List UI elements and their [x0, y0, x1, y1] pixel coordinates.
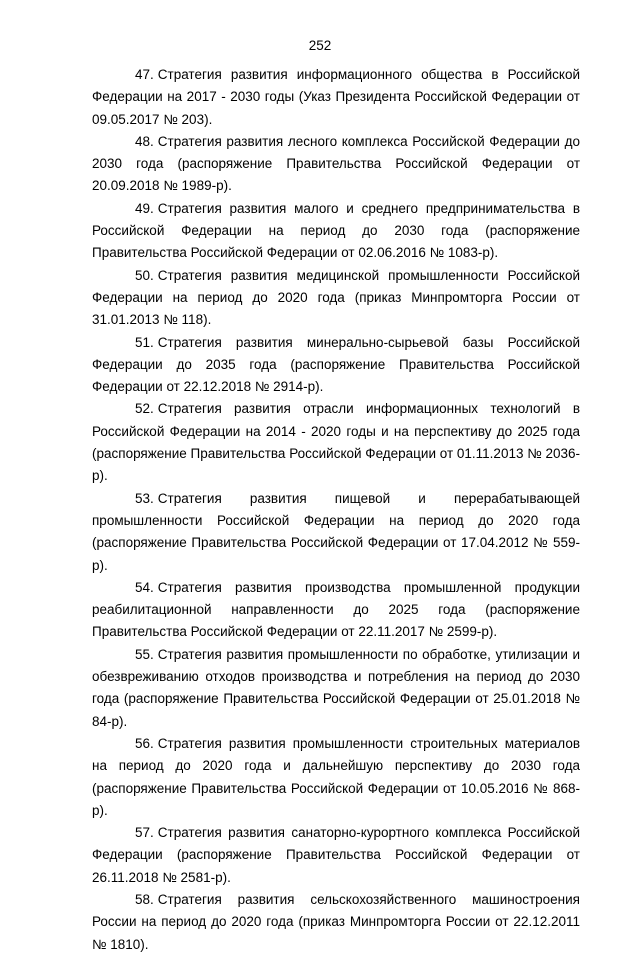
strategy-list: [92, 64, 580, 956]
page-number: 252: [308, 38, 332, 53]
item-text: Стратегия развития промышленности строительных материалов на период до 2020 года и дальнейшую перспективу до 2030 года (распоряжение Правительства Российской Федерации от 10.05.2016 № 868-р).: [92, 735, 580, 818]
item-number: 53.: [135, 490, 154, 506]
list-item: [92, 577, 580, 644]
item-text: Стратегия развития производства промышленной продукции реабилитационной направленности до 2025 года (распоряжение Правительства Российской Федерации от 22.11.2017 № 2599-р).: [92, 579, 580, 640]
list-item: [92, 198, 580, 265]
item-text: Стратегия развития лесного комплекса Российской Федерации до 2030 года (распоряжение Правительства Российской Федерации от 20.09.2018 № 1989-р).: [92, 133, 580, 194]
list-item: [92, 488, 580, 577]
item-number: 52.: [135, 401, 154, 417]
item-text: Стратегия развития санаторно-курортного комплекса Российской Федерации (распоряжение Правительства Российской Федерации от 26.11.2018 № 2581-р).: [92, 825, 580, 885]
item-number: 49.: [135, 200, 154, 216]
item-number: 57.: [135, 825, 154, 841]
item-number: 54.: [135, 579, 154, 595]
item-number: 47.: [135, 67, 154, 82]
list-item: [92, 332, 580, 399]
item-text: Стратегия развития сельскохозяйственного машиностроения России на период до 2020 года (приказ Минпромторга России от 22.12.2011 № 1810).: [92, 891, 580, 952]
item-number: 51.: [135, 334, 154, 350]
list-item: [92, 131, 580, 198]
list-item: [92, 733, 580, 822]
item-text: Стратегия развития минерально-сырьевой базы Российской Федерации до 2035 года (распоряжение Правительства Российской Федерации от 22.12.2018 № 2914-р).: [92, 334, 580, 395]
item-text: Стратегия развития информационного общества в Российской Федерации на 2017 - 2030 годы (Указ Президента Российской Федерации от 09.05.2017 № 203).: [92, 67, 580, 127]
item-text: Стратегия развития отрасли информационных технологий в Российской Федерации на 2014 - 2020 годы и на перспективу до 2025 года (распоряжение Правительства Российской Федерации от 01.11.2013 № 2036-р).: [92, 401, 580, 484]
item-number: 55.: [135, 646, 154, 662]
list-item: [92, 822, 580, 889]
item-number: 50.: [135, 267, 154, 283]
item-number: 48.: [135, 133, 154, 149]
list-item: [92, 398, 580, 487]
item-number: 58.: [135, 891, 154, 907]
list-item: [92, 889, 580, 956]
list-item: [92, 644, 580, 733]
item-number: 56.: [135, 735, 154, 751]
list-item: [92, 265, 580, 332]
list-item: [92, 64, 580, 131]
item-text: Стратегия развития пищевой и перерабатывающей промышленности Российской Федерации на период до 2020 года (распоряжение Правительства Российской Федерации от 17.04.2012 № 559-р).: [92, 490, 580, 573]
item-text: Стратегия развития медицинской промышленности Российской Федерации на период до 2020 года (приказ Минпромторга России от 31.01.2013 № 118).: [92, 267, 580, 328]
item-text: Стратегия развития промышленности по обработке, утилизации и обезвреживанию отходов производства и потребления на период до 2030 года (распоряжение Правительства Российской Федерации от 25.01.2018 № 84-р).: [92, 646, 580, 729]
item-text: Стратегия развития малого и среднего предпринимательства в Российской Федерации на период до 2030 года (распоряжение Правительства Российской Федерации от 02.06.2016 № 1083-р).: [92, 200, 580, 261]
